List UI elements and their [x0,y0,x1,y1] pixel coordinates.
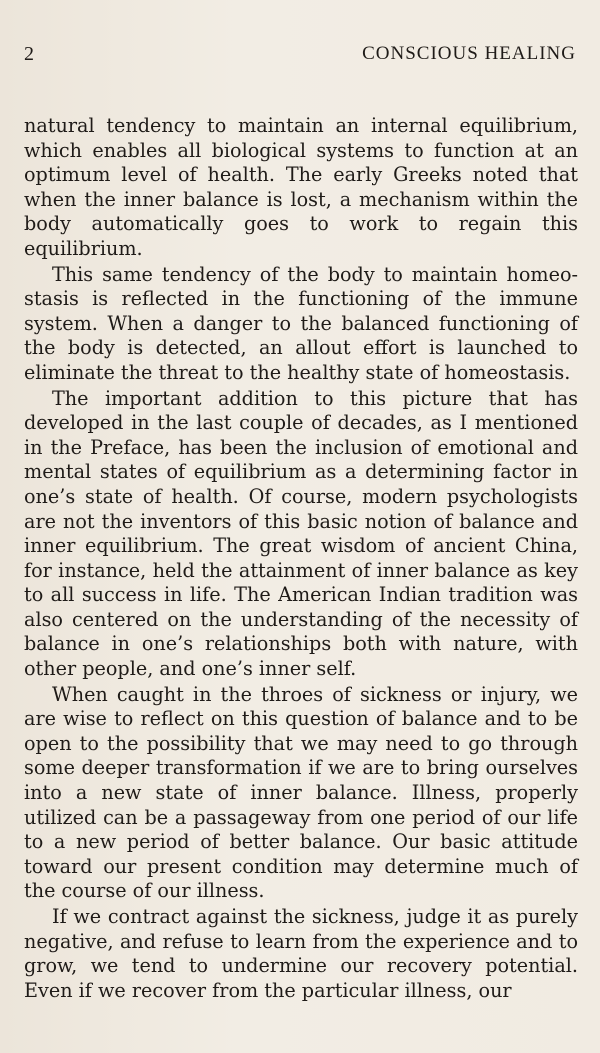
paragraph: This same tendency of the body to maintain homeo-stasis is reflected in the functioning of the immune system. When a danger to the balanced functioning of the body is detected, an allout effort is launched to eliminate the threat to the healthy state of homeostasis. [24,262,578,384]
paragraph: When caught in the throes of sickness or injury, we are wise to reflect on this question of balance and to be open to the possibility that we may need to go through some deeper transformation if we are to bring ourselves into a new state of inner balance. Illness, properly utilized can be a passageway from one period of our life to a new period of better balance. Our basic attitude toward our present condition may determine much of the course of our illness. [24,682,578,903]
running-title: CONSCIOUS HEALING [362,43,576,64]
paragraph: If we contract against the sickness, judge it as purely negative, and refuse to learn from the experience and to grow, we tend to undermine our recovery potential. Even if we recover from the particular illness, our [24,905,578,1002]
body-text [24,114,578,1003]
paragraph: The important addition to this picture that has developed in the last couple of decades, as I mentioned in the Preface, has been the inclusion of emotional and mental states of equilibrium as a determining factor in one’s state of health. Of course, modern psychologists are not the inventors of this basic notion of balance and inner equilibrium. The great wisdom of ancient China, for instance, held the attainment of inner balance as key to all success in life. The American Indian tradition was also centered on the understanding of the necessity of balance in one’s relationships both with nature, with other people, and one’s inner self. [24,386,578,681]
running-head [24,40,576,68]
page-number: 2 [24,42,35,65]
paragraph-continued: natural tendency to maintain an internal equilibrium, which enables all biological systems to function at an optimum level of health. The early Greeks noted that when the inner balance is lost, a mechanism within the body automatically goes to work to regain this equilibrium. [24,114,578,260]
